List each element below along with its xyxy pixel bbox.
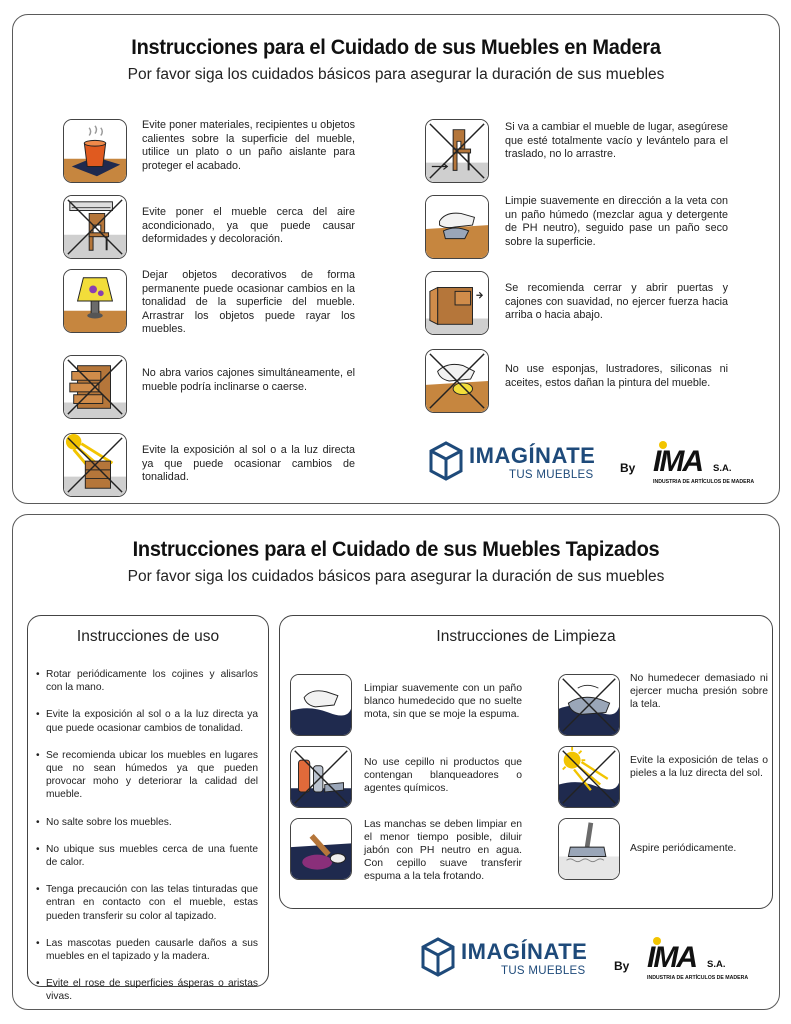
ima-logo — [649, 439, 755, 489]
tip-text: No use cepillo ni productos que contengan blanqueadores o agentes químicos. — [364, 757, 522, 794]
tip-text: Aspire periódicamente. — [630, 843, 737, 854]
usage-title: Instrucciones de uso — [76, 628, 220, 645]
wipe-cloth-icon — [425, 195, 489, 259]
tip-text: Evite poner el mueble cerca del aire acondicionado, ya que puede causar deformidades y decoloración. — [142, 206, 355, 246]
wood-tip — [63, 119, 363, 185]
list-item: • Evite el rose de superficies ásperas o aristas vivas. — [34, 977, 258, 1003]
by-label: By — [614, 959, 630, 973]
cleaning-tip — [558, 818, 768, 882]
wood-tip — [63, 269, 363, 343]
list-item: • Se recomienda ubicar los muebles en lugares que no sean húmedos ya que pueden provocar moho y deteriorar la calidad del mueble. — [34, 749, 258, 802]
imaginate-logo — [429, 439, 609, 489]
list-item: • No ubique sus muebles cerca de una fuente de calor. — [34, 843, 258, 869]
list-item: • Las mascotas pueden causarle daños a sus muebles en el tapizado y la madera. — [34, 937, 258, 963]
cleaning-tip — [558, 674, 768, 738]
wood-tip — [425, 271, 735, 337]
tip-text: No humedecer demasiado ni ejercer mucha presión sobre la tela. — [630, 673, 768, 710]
upholstery-title: Instrucciones para el Cuidado de sus Muebles Tapizados — [132, 537, 660, 561]
ima-wordmark: IMA — [647, 941, 696, 974]
wood-tip — [425, 119, 735, 185]
usage-list — [34, 668, 258, 1004]
cabinet-doors-icon — [425, 271, 489, 335]
tip-text: Se recomienda cerrar y abrir puertas y cajones con suavidad, no ejercer fuerza hacia arriba o hacia abajo. — [505, 282, 728, 322]
wood-subtitle: Por favor siga los cuidados básicos para asegurar la duración de sus muebles — [127, 66, 665, 83]
tip-text: No abra varios cajones simultáneamente, el mueble podría inclinarse o caerse. — [142, 367, 355, 393]
cleaning-instructions-box — [279, 615, 773, 909]
imaginate-logo — [421, 935, 601, 985]
upholstery-care-panel — [12, 514, 780, 1010]
drag-chair-icon — [425, 119, 489, 183]
tip-text: Evite la exposición de telas o pieles a la luz directa del sol. — [630, 755, 768, 779]
sponge-polish-icon — [425, 349, 489, 413]
hand-cloth-fabric-icon — [290, 674, 352, 736]
list-item: • Rotar periódicamente los cojines y alisarlos con la mano. — [34, 668, 258, 694]
cleaning-title: Instrucciones de Limpieza — [436, 628, 616, 645]
stain-brush-icon — [290, 818, 352, 880]
wood-tip — [425, 349, 735, 415]
air-conditioner-chair-icon — [63, 195, 127, 259]
list-item: • Evite la exposición al sol o a la luz directa ya que puede ocasionar cambios de tonalidad. — [34, 708, 258, 734]
tip-text: Evite la exposición al sol o a la luz directa ya que puede ocasionar cambios de tonalidad. — [142, 444, 355, 484]
tip-text: Las manchas se deben limpiar en el menor tiempo posible, diluir jabón con PH neutro en agua. Con cepillo suave transferir espuma a la tela frotando. — [364, 819, 522, 882]
brand-name: IMAGÍNATE — [469, 443, 596, 468]
tip-text: No use esponjas, lustradores, siliconas ni aceites, estos dañan la pintura del mueble. — [505, 363, 728, 389]
tip-text: Si va a cambiar el mueble de lugar, asegúrese que esté totalmente vacío y levántelo para el traslado, no lo arrastre. — [505, 121, 728, 161]
brand-name: IMAGÍNATE — [461, 939, 588, 964]
cleaning-tip — [558, 746, 768, 810]
ima-sa: S.A. — [713, 463, 732, 474]
by-label: By — [620, 461, 636, 475]
brand-tagline: TUS MUEBLES — [509, 469, 594, 481]
sun-fabric-icon — [558, 746, 620, 808]
upholstery-subtitle: Por favor siga los cuidados básicos para asegurar la duración de sus muebles — [127, 568, 665, 585]
imaginate-cube-icon — [421, 937, 455, 977]
wood-tip — [425, 195, 735, 261]
tip-text: Limpie suavemente en dirección a la veta con un paño húmedo (mezclar agua y detergente de PH neutro), seguido pase un paño seco sobre la superficie. — [505, 195, 728, 248]
wood-care-panel — [12, 14, 780, 504]
tip-text: Evite poner materiales, recipientes u objetos calientes sobre la superficie del mueble, utilice un plato o un paño aislante para proteger el acabado. — [142, 119, 355, 172]
wet-fabric-icon — [558, 674, 620, 736]
ima-tagline: INDUSTRIA DE ARTÍCULOS DE MADERA — [653, 479, 755, 485]
open-drawers-icon — [63, 355, 127, 419]
wood-title: Instrucciones para el Cuidado de sus Muebles en Madera — [131, 35, 661, 59]
wood-tip — [63, 195, 363, 261]
sun-dresser-icon — [63, 433, 127, 497]
decorative-lamp-icon — [63, 269, 127, 333]
cleaning-tip — [290, 674, 520, 738]
brand-tagline: TUS MUEBLES — [501, 965, 586, 977]
imaginate-cube-icon — [429, 441, 463, 481]
ima-wordmark: IMA — [653, 445, 702, 478]
cleaning-tip — [290, 818, 520, 888]
wood-tip — [63, 355, 363, 421]
ima-sa: S.A. — [707, 959, 726, 970]
hot-cup-icon — [63, 119, 127, 183]
ima-logo — [643, 935, 749, 985]
tip-text: Limpiar suavemente con un paño blanco humedecido que no suelte mota, sin que se moje la espuma. — [364, 683, 522, 720]
wood-tip — [63, 433, 363, 499]
list-item: • Tenga precaución con las telas tinturadas que entran en contacto con el mueble, estas pueden transferir su color al tapizado. — [34, 883, 258, 923]
cleaning-tip — [290, 746, 520, 810]
tip-text: Dejar objetos decorativos de forma permanente puede ocasionar cambios en la tonalidad de la superficie del mueble. Arrastrar los objetos puede rayar los muebles. — [142, 269, 355, 336]
ima-tagline: INDUSTRIA DE ARTÍCULOS DE MADERA — [647, 975, 749, 981]
list-item: • No salte sobre los muebles. — [34, 816, 258, 829]
brush-chemicals-icon — [290, 746, 352, 808]
vacuum-icon — [558, 818, 620, 880]
usage-instructions-box — [27, 615, 269, 1003]
